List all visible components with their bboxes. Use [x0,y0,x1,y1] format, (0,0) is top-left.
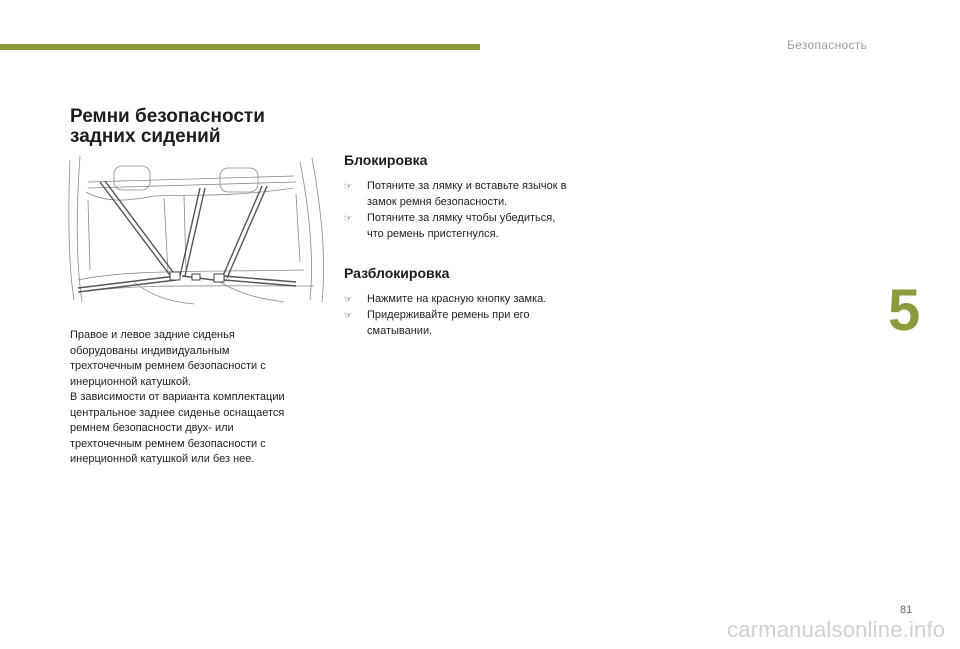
arrow-bullet-icon: ☞ [344,181,353,191]
arrow-bullet-icon: ☞ [344,310,353,320]
intro-line: Правое и левое задние сиденья [70,329,235,341]
step-line: что ремень пристегнулся. [367,228,499,240]
step-line: Потяните за лямку чтобы убедиться, [367,212,556,224]
section-name: Безопасность [787,38,868,52]
arrow-bullet-icon: ☞ [344,213,353,223]
locking-section [344,152,604,242]
locking-step [344,210,604,242]
chapter-number: 5 [888,278,921,343]
unlocking-list [344,291,604,339]
intro-line: трехточечным ремнем безопасности с [70,360,266,372]
watermark-link[interactable]: carmanualsonline.info [727,617,946,642]
step-line: сматывании. [367,325,433,337]
intro-paragraph [70,328,330,468]
arrow-bullet-icon: ☞ [344,294,353,304]
locking-list [344,178,604,242]
unlocking-step [344,291,604,307]
step-line: Потяните за лямку и вставьте язычок в [367,180,567,192]
title-line: задних сидений [70,126,221,147]
intro-line: ремнем безопасности двух- или [70,422,234,434]
rear-seat-belts-illustration [64,152,326,312]
title-line: Ремни безопасности [70,106,265,127]
intro-line: инерционной катушкой. [70,375,192,388]
unlocking-section [344,265,604,339]
intro-line: инерционной катушкой или без нее. [70,453,255,465]
locking-heading: Блокировка [344,152,428,168]
page-number: 81 [900,604,913,616]
intro-line: центральное заднее сиденье оснащается [70,406,285,419]
step-line: замок ремня безопасности. [367,196,508,208]
intro-line: оборудованы индивидуальным [70,344,230,357]
unlocking-step [344,307,604,339]
step-line: Придерживайте ремень при его [367,309,530,321]
intro-line: трехточечным ремнем безопасности с [70,437,266,450]
header-accent-bar [0,44,480,50]
intro-line: В зависимости от варианта комплектации [70,391,285,403]
locking-step [344,178,604,210]
step-line: Нажмите на красную кнопку замка. [367,293,547,305]
page-title [70,107,330,147]
unlocking-heading: Разблокировка [344,265,450,281]
